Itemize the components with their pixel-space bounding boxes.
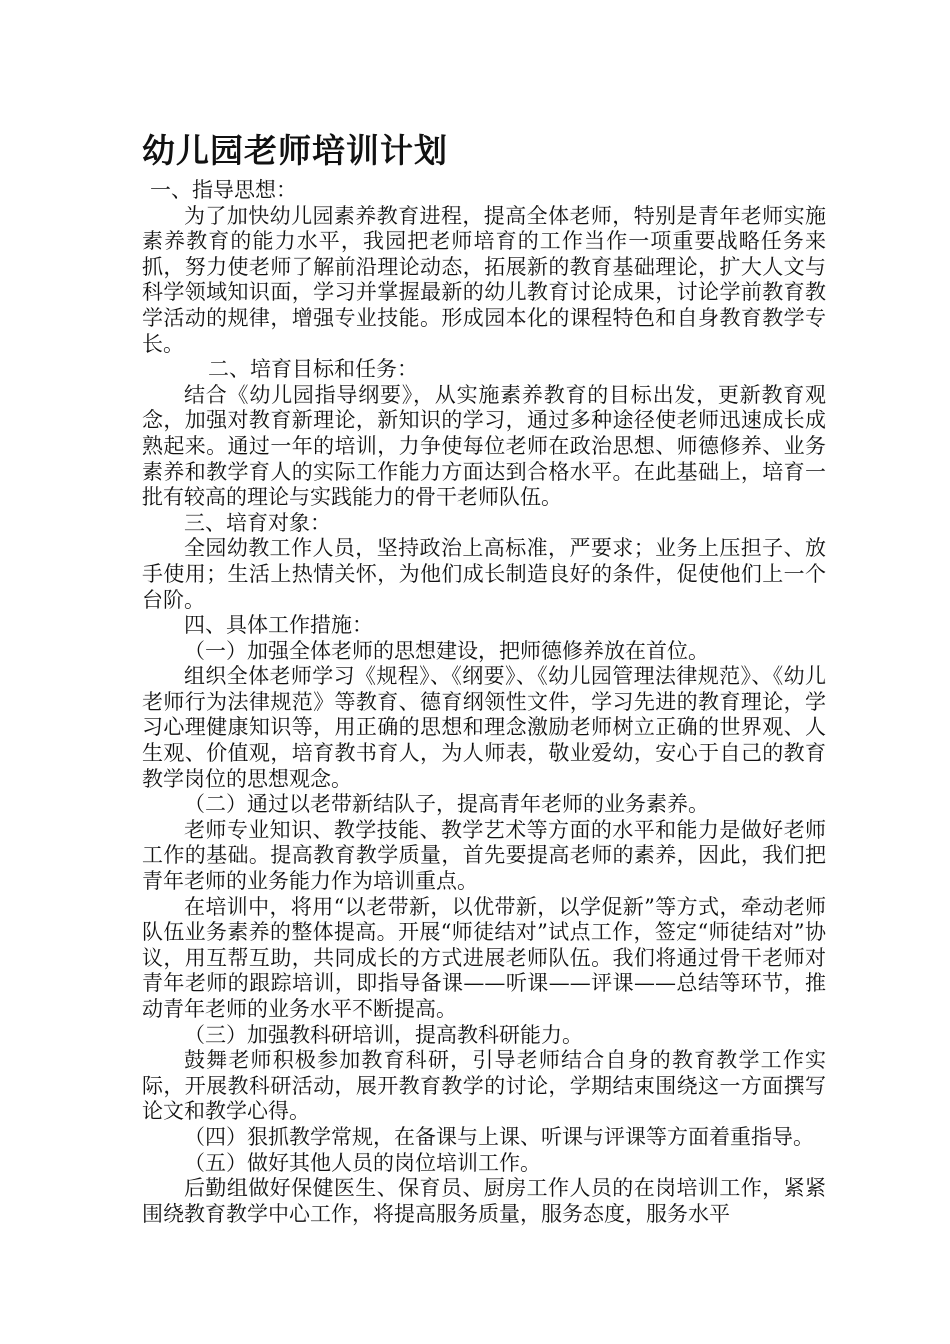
measure-heading-2: （二）通过以老带新结队子，提高青年老师的业务素养。: [184, 792, 709, 817]
measure-paragraph-5: 后勤组做好保健医生、保育员、厨房工作人员的在岗培训工作，紧紧围绕教育教学中心工作，将提高服务质量，服务态度，服务水平: [142, 1176, 826, 1226]
section-heading-goals-tasks: 二、培育目标和任务：: [208, 357, 418, 382]
measure-heading-1: （一）加强全体老师的思想建设，把师德修养放在首位。: [184, 638, 709, 663]
section-heading-training-targets: 三、培育对象：: [184, 510, 331, 535]
document-title: 幼儿园老师培训计划: [142, 131, 448, 170]
section-heading-guiding-thought: 一、指导思想：: [150, 178, 297, 202]
measure-heading-5: （五）做好其他人员的岗位培训工作。: [184, 1150, 541, 1175]
measure-paragraph-2a: 老师专业知识、教学技能、教学艺术等方面的水平和能力是做好老师工作的基础。提高教育教学质量，首先要提高老师的素养，因此，我们把青年老师的业务能力作为培训重点。: [142, 817, 826, 894]
measure-heading-4: （四）狠抓教学常规，在备课与上课、听课与评课等方面着重指导。: [184, 1124, 814, 1149]
section-heading-specific-measures: 四、具体工作措施：: [184, 613, 373, 638]
paragraph-goals-tasks: 结合《幼儿园指导纲要》，从实施素养教育的目标出发，更新教育观念，加强对教育新理论，新知识的学习，通过多种途径使老师迅速成长成熟起来。通过一年的培训，力争使每位老师在政治思想、师德修养、业务素养和教学育人的实际工作能力方面达到合格水平。在此基础上，培育一批有较高的理论与实践能力的骨干老师队伍。: [142, 382, 826, 510]
measure-paragraph-2b: 在培训中，将用“以老带新，以优带新，以学促新”等方式，牵动老师队伍业务素养的整体提高。开展“师徒结对”试点工作，签定“师徒结对”协议，用互帮互助，共同成长的方式进展老师队伍。我们将通过骨干老师对青年老师的跟踪培训，即指导备课——听课——评课——总结等环节，推动青年老师的业务水平不断提高。: [142, 894, 826, 1021]
document-page: [142, 128, 826, 1227]
measure-heading-3: （三）加强教科研培训，提高教科研能力。: [184, 1022, 583, 1047]
measure-paragraph-1: 组织全体老师学习《规程》、《纲要》、《幼儿园管理法律规范》、《幼儿老师行为法律规范》等教育、德育纲领性文件，学习先进的教育理论，学习心理健康知识等，用正确的思想和理念激励老师树立正确的世界观、人生观、价值观，培育教书育人，为人师表，敬业爱幼，安心于自己的教育教学岗位的思想观念。: [142, 664, 826, 791]
paragraph-training-targets: 全园幼教工作人员，坚持政治上高标准，严要求；业务上压担子、放手使用；生活上热情关怀，为他们成长制造良好的条件，促使他们上一个台阶。: [142, 536, 826, 612]
paragraph-guiding-thought: 为了加快幼儿园素养教育进程，提高全体老师，特别是青年老师实施素养教育的能力水平，我园把老师培育的工作当作一项重要战略任务来抓，努力使老师了解前沿理论动态，拓展新的教育基础理论，扩大人文与科学领域知识面，学习并掌握最新的幼儿教育讨论成果，讨论学前教育教学活动的规律，增强专业技能。形成园本化的课程特色和自身教育教学专长。: [142, 203, 826, 356]
measure-paragraph-3: 鼓舞老师积极参加教育科研，引导老师结合自身的教育教学工作实际，开展教科研活动，展开教育教学的讨论，学期结束围绕这一方面撰写论文和教学心得。: [142, 1048, 826, 1124]
